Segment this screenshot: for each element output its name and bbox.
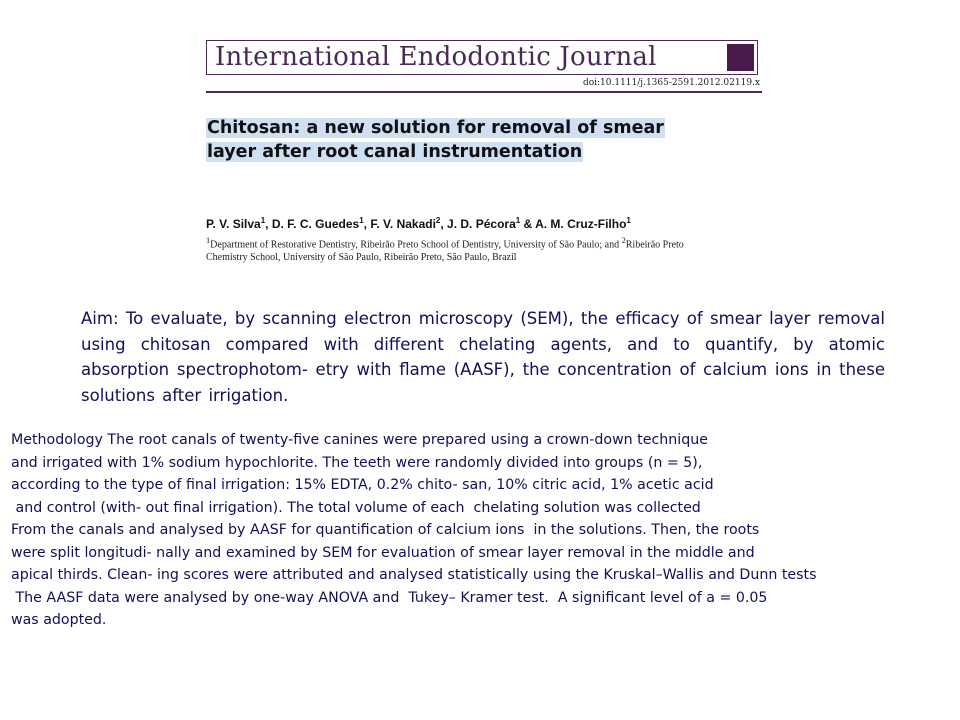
author: D. F. C. Guedes$^1$,: [271, 216, 371, 231]
journal-logo-square: [727, 44, 754, 71]
methodology-line: apical thirds. Clean- ing scores were attributed and analysed statistically using the Kruskal–Wallis and Dunn tests: [11, 567, 817, 583]
journal-header: [206, 40, 758, 75]
affiliations: $^1$Department of Restorative Dentistry, Ribeirão Preto School of Dentistry, University of São Paulo; and $^2$Ribeirão Preto Chemistry School, University of São Paulo, Ribeirão Preto, São Paulo, Brazil: [206, 236, 684, 264]
methodology-line: The AASF data were analysed by one-way ANOVA and Tukey– Kramer test. A significant level of a = 0.05: [11, 589, 768, 606]
methodology-line: From the canals and analysed by AASF for quantification of calcium ions in the solutions. Then, the roots: [11, 522, 760, 538]
article-title-line2: layer after root canal instrumentation: [207, 142, 583, 162]
header-rule: [206, 91, 762, 93]
methodology-line: and control (with- out final irrigation). The total volume of each chelating solution was collected: [11, 499, 701, 516]
author: F. V. Nakadi$^2$,: [370, 216, 448, 231]
aim-paragraph: Aim: To evaluate, by scanning electron microscopy (SEM), the efficacy of smear layer removal using chitosan compared with different chelating agents, and to quantify, by atomic absorption spectrophotom- etry with flame (AASF), the concentration of calcium ions in these solutions after irrigation.: [81, 309, 885, 405]
journal-title: International Endodontic Journal: [215, 42, 657, 72]
article-title-line1: Chitosan: a new solution for removal of smear: [207, 118, 664, 138]
methodology-line: was adopted.: [11, 612, 107, 628]
author: J. D. Pécora$^1$ &: [447, 216, 536, 231]
methodology-line: and irrigated with 1% sodium hypochlorite. The teeth were randomly divided into groups (n = 5),: [11, 454, 703, 471]
article-title: [206, 116, 726, 164]
author: A. M. Cruz-Filho$^1$: [535, 216, 631, 231]
methodology-line: were split longitudi- nally and examined by SEM for evaluation of smear layer removal in the middle and: [11, 544, 755, 561]
author: P. V. Silva$^1$,: [206, 216, 272, 231]
methodology-paragraph: [11, 429, 959, 632]
author-list: [206, 216, 766, 231]
methodology-line: according to the type of final irrigation: 15% EDTA, 0.2% chito- san, 10% citric acid, 1% acetic acid: [11, 477, 714, 493]
doi: doi:10.1111/j.1365-2591.2012.02119.x: [582, 78, 760, 88]
methodology-line: Methodology The root canals of twenty-five canines were prepared using a crown-down technique: [11, 432, 708, 448]
